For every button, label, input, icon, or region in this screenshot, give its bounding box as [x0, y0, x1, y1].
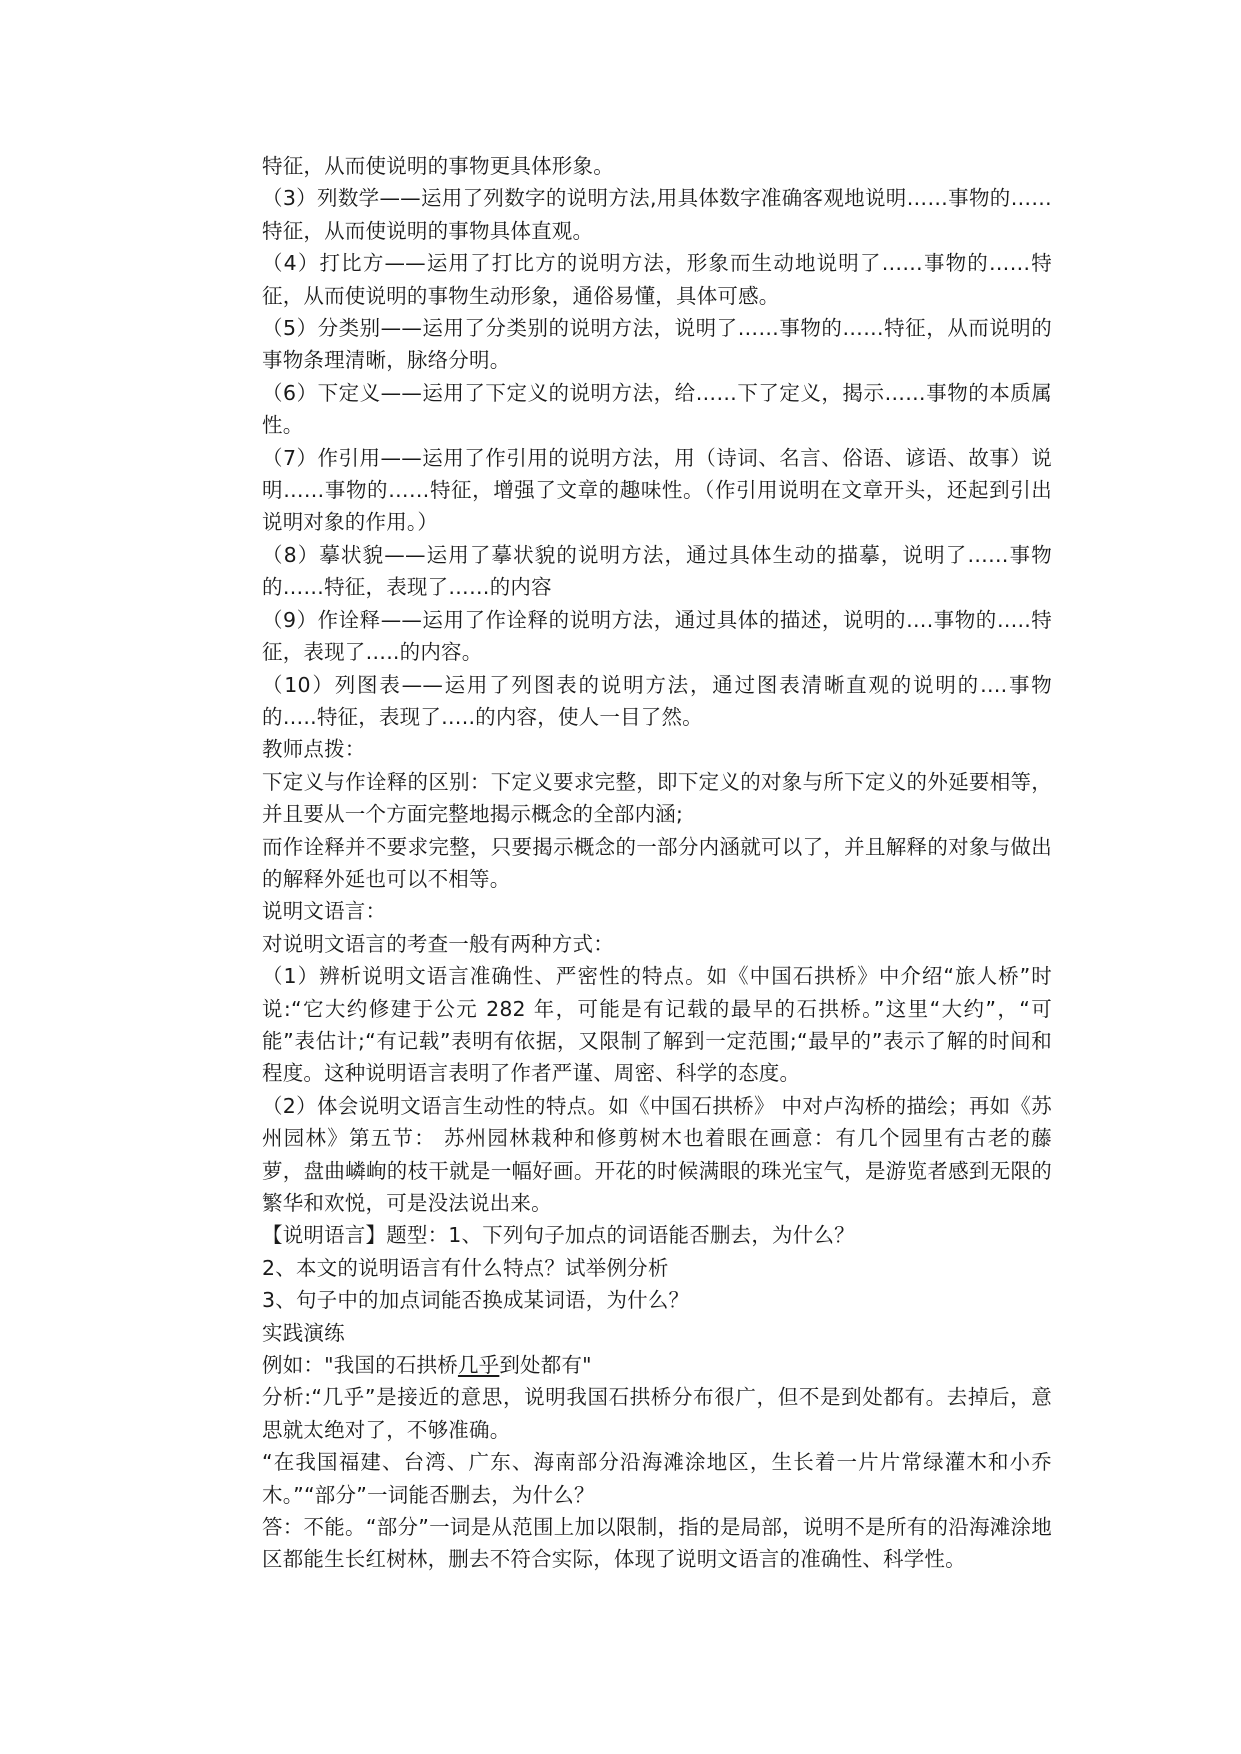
example-suffix: 到处都有": [499, 1353, 592, 1378]
paragraph: 3、句子中的加点词能否换成某词语，为什么？: [262, 1288, 690, 1313]
heading-teacher-tips: 教师点拨：: [262, 737, 366, 762]
paragraph: （4）打比方——运用了打比方的说明方法，形象而生动地说明了……事物的……特征，从而使说明的事物生动形象，通俗易懂，具体可感。: [262, 251, 1052, 308]
example-paragraph: [262, 1349, 1052, 1381]
paragraph: （2）体会说明文语言生动性的特点。如《中国石拱桥》 中对卢沟桥的描绘；再如《苏州园林》第五节： 苏州园林栽种和修剪树木也着眼在画意：有几个园里有古老的藤萝，盘曲嶙峋的枝干就是一幅好画。开花的时候满眼的珠光宝气，是游览者感到无限的繁华和欢悦，可是没法说出来。: [262, 1093, 1052, 1215]
paragraph: 下定义与作诠释的区别：下定义要求完整，即下定义的对象与所下定义的外延要相等，并且要从一个方面完整地揭示概念的全部内涵;: [262, 769, 1052, 827]
paragraph: 【说明语言】题型：1、下列句子加点的词语能否删去，为什么？: [262, 1223, 855, 1248]
document-body: [262, 150, 1052, 1576]
paragraph: 答：不能。“部分”一词是从范围上加以限制，指的是局部，说明不是所有的沿海滩涂地区都能生长红树林，删去不符合实际，体现了说明文语言的准确性、科学性。: [262, 1515, 1052, 1572]
paragraph: （9）作诠释——运用了作诠释的说明方法，通过具体的描述，说明的….事物的…..特征，表现了…..的内容。: [262, 607, 1052, 665]
paragraph: （3）列数学——运用了列数字的说明方法,用具体数字准确客观地说明……事物的……特征，从而使说明的事物具体直观。: [262, 186, 1052, 243]
paragraph: （8）摹状貌——运用了摹状貌的说明方法，通过具体生动的描摹，说明了……事物的……特征，表现了……的内容: [262, 542, 1052, 600]
paragraph: （1）辨析说明文语言准确性、严密性的特点。如《中国石拱桥》中介绍“旅人桥”时说:“它大约修建于公元 282 年，可能是有记载的最早的石拱桥。”这里“大约”，“可能”表估计;“有记载”表明有依据，又限制了解到一定范围;“最早的”表示了解的时间和程度。这种说明语言表明了作者严谨、周密、科学的态度。: [262, 964, 1052, 1086]
paragraph: 特征，从而使说明的事物更具体形象。: [262, 154, 614, 178]
paragraph: 分析:“几乎”是接近的意思，说明我国石拱桥分布很广，但不是到处都有。去掉后，意思就太绝对了，不够准确。: [262, 1385, 1052, 1442]
paragraph: （10）列图表——运用了列图表的说明方法，通过图表清晰直观的说明的….事物的…..特征，表现了…..的内容，使人一目了然。: [262, 672, 1052, 729]
paragraph: （7）作引用——运用了作引用的说明方法，用（诗词、名言、俗语、谚语、故事）说明……事物的……特征，增强了文章的趣味性。（作引用说明在文章开头，还起到引出说明对象的作用。）: [262, 445, 1052, 535]
heading-practice: 实践演练: [262, 1320, 345, 1345]
example-prefix: 例如："我国的石拱桥: [262, 1353, 458, 1378]
example-underlined-word: 几乎: [457, 1353, 500, 1378]
heading-expository-language: 说明文语言：: [262, 899, 387, 924]
paragraph: “在我国福建、台湾、广东、海南部分沿海滩涂地区，生长着一片片常绿灌木和小乔木。”“部分”一词能否删去，为什么？: [262, 1450, 1052, 1507]
paragraph: 而作诠释并不要求完整，只要揭示概念的一部分内涵就可以了，并且解释的对象与做出的解释外延也可以不相等。: [262, 834, 1052, 891]
paragraph: 2、本文的说明语言有什么特点？试举例分析: [262, 1255, 669, 1280]
paragraph: （6）下定义——运用了下定义的说明方法，给……下了定义，揭示……事物的本质属性。: [262, 380, 1052, 438]
paragraph: 对说明文语言的考查一般有两种方式：: [262, 931, 614, 956]
paragraph: （5）分类别——运用了分类别的说明方法，说明了……事物的……特征，从而说明的事物条理清晰，脉络分明。: [262, 316, 1052, 373]
